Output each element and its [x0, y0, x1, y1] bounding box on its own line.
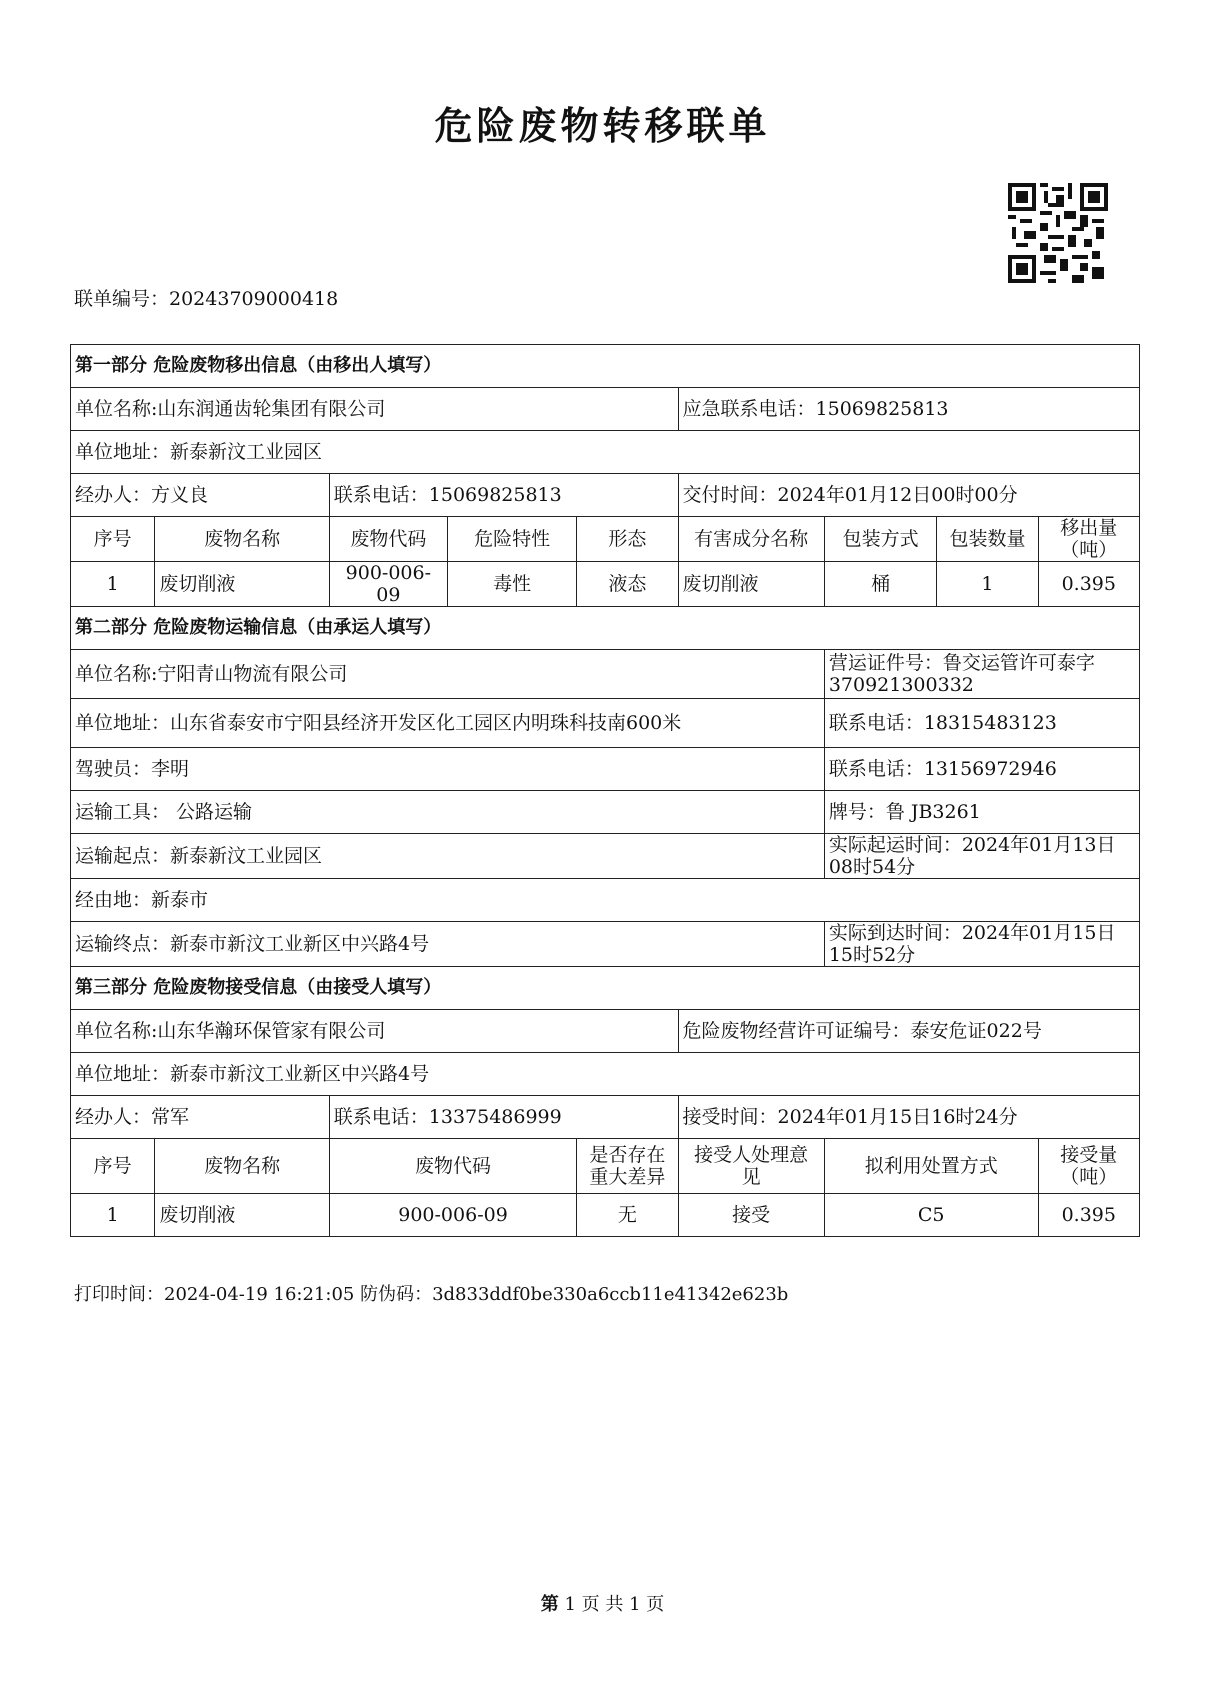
part3-license: 危险废物经营许可证编号：泰安危证022号 [678, 1010, 1139, 1053]
print-info: 打印时间：2024-04-19 16:21:05 防伪码：3d833ddf0be330a6ccb11e41342e623b [74, 1284, 789, 1305]
part3-heading: 第三部分 危险废物接受信息（由接受人填写） [71, 967, 1140, 1010]
part2-plate: 牌号：鲁 JB3261 [824, 791, 1139, 834]
part2-via: 经由地：新泰市 [71, 879, 1140, 922]
table-row [71, 562, 1140, 607]
cell: 废切削液 [155, 1194, 329, 1237]
page-mid: 页 共 [581, 1594, 624, 1615]
col-header: 废物代码 [329, 517, 447, 562]
col-header: 序号 [71, 1139, 155, 1194]
page-suffix: 页 [646, 1594, 665, 1615]
part2-depart-time: 实际起运时间：2024年01月13日08时54分 [824, 834, 1139, 879]
page-total: 1 [629, 1594, 641, 1615]
part2-heading: 第二部分 危险废物运输信息（由承运人填写） [71, 607, 1140, 650]
part2-arrive-time: 实际到达时间：2024年01月15日15时52分 [824, 922, 1139, 967]
part2-phone: 联系电话：18315483123 [824, 699, 1139, 748]
col-header: 包装数量 [937, 517, 1038, 562]
part2-driver: 驾驶员：李明 [71, 748, 825, 791]
qr-code-icon [1008, 183, 1108, 283]
table-row [71, 1194, 1140, 1237]
part2-destination: 运输终点：新泰市新汶工业新区中兴路4号 [71, 922, 825, 967]
page-current: 1 [564, 1594, 576, 1615]
part2-driver-phone: 联系电话：13156972946 [824, 748, 1139, 791]
part1-address: 单位地址：新泰新汶工业园区 [71, 431, 1140, 474]
cell: 1 [937, 562, 1038, 607]
part1-unit-name: 单位名称:山东润通齿轮集团有限公司 [71, 388, 679, 431]
part1-handler: 经办人：方义良 [71, 474, 330, 517]
part1-emergency-phone: 应急联系电话：15069825813 [678, 388, 1139, 431]
part3-receive-time: 接受时间：2024年01月15日16时24分 [678, 1096, 1139, 1139]
col-header: 接受量（吨） [1038, 1139, 1139, 1194]
cell: 接受 [678, 1194, 824, 1237]
cell: 废切削液 [155, 562, 329, 607]
page-prefix: 第 [540, 1594, 559, 1615]
col-header: 序号 [71, 517, 155, 562]
part3-phone: 联系电话：13375486999 [329, 1096, 678, 1139]
part2-unit-name: 单位名称:宁阳青山物流有限公司 [71, 650, 825, 699]
col-header: 形态 [577, 517, 678, 562]
part3-address: 单位地址：新泰市新汶工业新区中兴路4号 [71, 1053, 1140, 1096]
part2-vehicle: 运输工具： 公路运输 [71, 791, 825, 834]
cell: 无 [577, 1194, 678, 1237]
part1-delivery-time: 交付时间：2024年01月12日00时00分 [678, 474, 1139, 517]
col-header: 是否存在重大差异 [577, 1139, 678, 1194]
page-number [0, 1590, 1205, 1616]
col-header: 废物代码 [329, 1139, 577, 1194]
part2-origin: 运输起点：新泰新汶工业园区 [71, 834, 825, 879]
cell: 废切削液 [678, 562, 824, 607]
part1-phone: 联系电话：15069825813 [329, 474, 678, 517]
col-header: 移出量（吨） [1038, 517, 1139, 562]
col-header: 包装方式 [824, 517, 937, 562]
document-title: 危险废物转移联单 [434, 104, 771, 148]
part3-unit-name: 单位名称:山东华瀚环保管家有限公司 [71, 1010, 679, 1053]
manifest-number: 联单编号：20243709000418 [74, 288, 339, 310]
col-header: 危险特性 [447, 517, 576, 562]
cell: 液态 [577, 562, 678, 607]
col-header: 有害成分名称 [678, 517, 824, 562]
part2-address: 单位地址：山东省泰安市宁阳县经济开发区化工园区内明珠科技南600米 [71, 699, 825, 748]
col-header: 接受人处理意见 [678, 1139, 824, 1194]
cell: C5 [824, 1194, 1038, 1237]
part3-header-row [71, 1139, 1140, 1194]
cell: 桶 [824, 562, 937, 607]
part2-permit: 营运证件号：鲁交运管许可泰字370921300332 [824, 650, 1139, 699]
col-header: 废物名称 [155, 1139, 329, 1194]
cell: 0.395 [1038, 1194, 1139, 1237]
col-header: 废物名称 [155, 517, 329, 562]
col-header: 拟利用处置方式 [824, 1139, 1038, 1194]
part1-heading: 第一部分 危险废物移出信息（由移出人填写） [71, 345, 1140, 388]
cell: 900-006-09 [329, 1194, 577, 1237]
part1-header-row [71, 517, 1140, 562]
transfer-manifest-table [70, 344, 1140, 1237]
cell: 0.395 [1038, 562, 1139, 607]
cell: 900-006-09 [329, 562, 447, 607]
cell: 1 [71, 562, 155, 607]
cell: 1 [71, 1194, 155, 1237]
cell: 毒性 [447, 562, 576, 607]
part3-handler: 经办人：常军 [71, 1096, 330, 1139]
